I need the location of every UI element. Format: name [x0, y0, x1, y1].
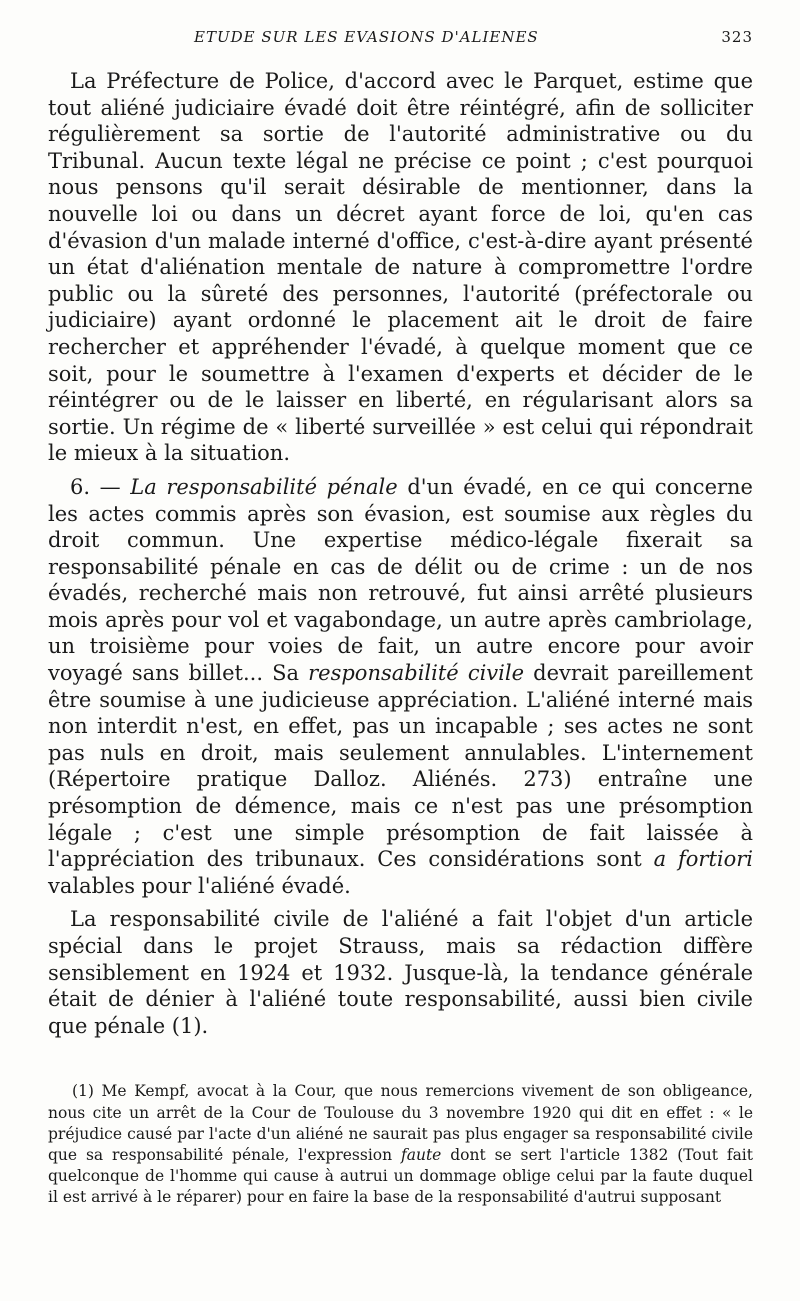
document-page [48, 28, 753, 1209]
footnote-italic: faute [400, 1145, 442, 1164]
body-text [48, 68, 753, 1039]
paragraph-2 [48, 474, 753, 900]
italic-phrase-fortiori: a fortiori [653, 847, 753, 872]
paragraph-1: La Préfecture de Police, d'accord avec le Parquet, estime que tout aliéné judiciaire évadé doit être réintégré, afin de solliciter régulièrement sa sortie de l'autorité administrative ou du Tribunal. Aucun texte légal ne précise ce point ; c'est pourquoi nous pensons qu'il serait désirable de mentionner, dans la nouvelle loi ou dans un décret ayant force de loi, qu'en cas d'évasion d'un malade interné d'office, c'est-à-dire ayant présenté un état d'aliénation mentale de nature à compromettre l'ordre public ou la sûreté des personnes, l'autorité (préfectorale ou judiciaire) ayant ordonné le placement ait le droit de faire rechercher et appréhender l'évadé, à quelque moment que ce soit, pour le soumettre à l'examen d'experts et décider de le réintégrer ou de le laisser en liberté, en régularisant alors sa sortie. Un régime de « liberté surveillée » est celui qui répondrait le mieux à la situation. [48, 69, 753, 466]
section-heading-italic: La responsabilité pénale [130, 474, 398, 499]
footnotes [48, 1081, 753, 1208]
paragraph-2-text-3: valables pour l'aliéné évadé. [48, 873, 351, 898]
running-title: ETUDE SUR LES EVASIONS D'ALIENES [194, 28, 539, 46]
footnote-text-2: dont se sert l'article 1382 (Tout fait quelconque de l'homme qui cause à autrui un dommage oblige celui par la faute duquel il est arrivé à le réparer) pour en faire la base de la responsabilité d'autrui supposant [48, 1145, 753, 1207]
running-header [48, 28, 753, 58]
page-number: 323 [721, 28, 753, 46]
section-number: 6. — [70, 474, 121, 499]
paragraph-3: La responsabilité civile de l'aliéné a fait l'objet d'un article spécial dans le projet Strauss, mais sa rédaction diffère sensiblement en 1924 et 1932. Jusque-là, la tendance générale était de dénier à l'aliéné toute responsabilité, aussi bien civile que pénale (1). [48, 907, 753, 1038]
footnote-text-1: (1) Me Kempf, avocat à la Cour, que nous remercions vivement de son obligeance, nous cite un arrêt de la Cour de Toulouse du 3 novembre 1920 qui dit en effet : « le préjudice causé par l'acte d'un aliéné ne saurait pas plus engager sa responsabilité civile que sa responsabilité pénale, l'expression [48, 1082, 753, 1164]
paragraph-2-text-2: devrait pareillement être soumise à une judicieuse appréciation. L'aliéné interné mais non interdit n'est, en effet, pas un incapable ; ses actes ne sont pas nuls en droit, mais seulement annulables. L'internement (Répertoire pratique Dalloz. Aliénés. 273) entraîne une présomption de démence, mais ce n'est pas une présomption légale ; c'est une simple présomption de fait laissée à l'appréciation des tribunaux. Ces considérations sont [48, 661, 753, 872]
italic-phrase-civil: responsabilité civile [308, 661, 525, 686]
paragraph-2-text-1: d'un évadé, en ce qui concerne les actes commis après son évasion, est soumise aux règles du droit commun. Une expertise médico-légale fixerait sa responsabilité pénale en cas de délit ou de crime : un de nos évadés, recherché mais non retrouvé, fut ainsi arrêté plusieurs mois après pour vol et vagabondage, un autre après cambriolage, un troisième pour voies de fait, un autre encore pour avoir voyagé sans billet... Sa [48, 474, 753, 686]
footnote-1 [48, 1081, 753, 1208]
